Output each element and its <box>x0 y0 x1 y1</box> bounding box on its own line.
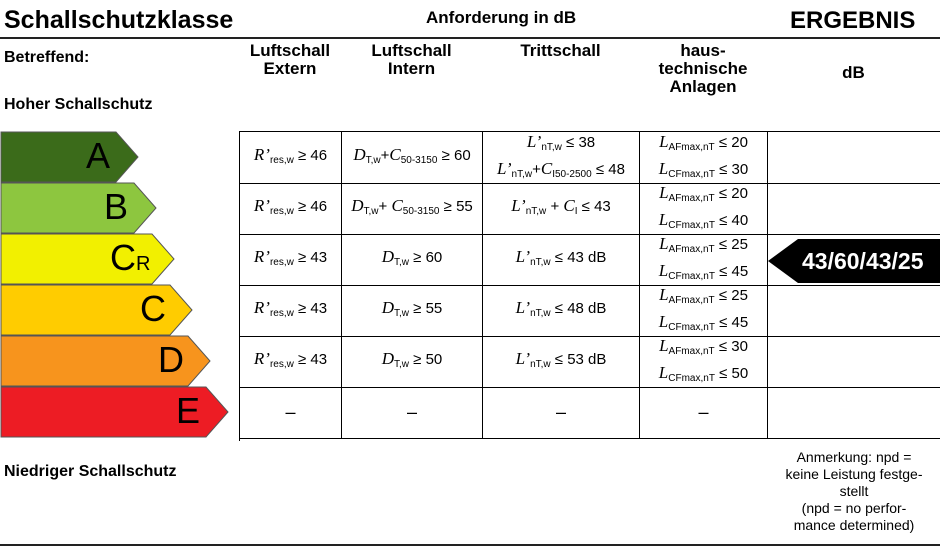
class-letter <box>86 135 110 177</box>
cell-intern <box>342 387 483 438</box>
class-arrow-shape <box>0 182 158 234</box>
formula <box>659 182 748 209</box>
formula-part: ≤ 43 <box>577 198 611 215</box>
formula-part: ≤ 20 <box>714 184 748 202</box>
formula-part: CFmax,nT <box>668 270 715 282</box>
formula-part: D <box>381 298 394 317</box>
formula-part: L <box>658 362 669 382</box>
formula-part: ≤ 40 <box>714 211 749 229</box>
formula-part: T,w <box>394 359 409 370</box>
formula-part: D <box>381 349 394 368</box>
formula <box>659 209 748 236</box>
col-db <box>767 64 940 82</box>
requirements-table <box>239 131 940 441</box>
formula-part: L’ <box>526 131 542 151</box>
formula <box>556 402 566 424</box>
formula-part: L <box>658 311 669 331</box>
formula-part: ≤ 48 <box>591 160 625 178</box>
dash: – <box>555 401 566 422</box>
dash: – <box>285 401 296 422</box>
requirement-heading: Anforderung in dB <box>426 8 577 27</box>
col-haus-line2: technische <box>658 59 748 78</box>
formula <box>659 233 748 260</box>
formula <box>659 158 748 185</box>
formula-part: ≤ 45 <box>714 262 749 280</box>
cell-haus <box>640 285 768 336</box>
cell-haus <box>640 336 768 387</box>
formula <box>659 260 748 287</box>
formula-part: + <box>546 198 564 215</box>
formula-part: AFmax,nT <box>668 141 715 153</box>
formula-part: R’ <box>253 298 270 317</box>
table-row <box>240 183 940 235</box>
class-letter <box>176 390 200 432</box>
formula-part: ≥ 46 <box>293 147 328 164</box>
formula <box>516 297 607 324</box>
formula-part: ≥ 50 <box>409 351 443 368</box>
col-luftschall-extern <box>239 42 341 78</box>
formula-part: D <box>381 247 394 266</box>
note-line: stellt <box>839 483 869 499</box>
footer-divider <box>0 544 940 546</box>
cell-extern <box>240 132 342 183</box>
formula <box>516 348 607 375</box>
class-letter-main: A <box>86 135 111 176</box>
cell-haus <box>640 183 768 234</box>
formula <box>659 131 748 158</box>
cell-extern <box>240 234 342 285</box>
formula <box>254 246 327 273</box>
class-arrow-2 <box>0 233 176 285</box>
formula-part: L <box>659 131 669 151</box>
formula-part: R’ <box>253 349 270 368</box>
formula-part: CFmax,nT <box>668 168 715 180</box>
result-value: 43/60/43/25 <box>802 248 924 274</box>
formula-part: res,w <box>269 206 294 217</box>
formula <box>351 195 473 222</box>
class-letter-main: E <box>176 390 201 431</box>
formula-part: ≤ 25 <box>714 286 748 304</box>
formula <box>382 297 443 324</box>
class-letter-main: C <box>140 288 166 329</box>
betreffend-label: Betreffend: <box>4 49 90 66</box>
formula-part: D <box>351 196 364 215</box>
formula <box>516 246 607 273</box>
cell-intern <box>342 336 483 387</box>
formula-part: ≤ 53 dB <box>550 351 607 368</box>
formula-part: T,w <box>394 257 409 268</box>
table-row <box>240 387 940 439</box>
cell-tritt <box>483 387 640 438</box>
formula-part: L <box>659 233 669 253</box>
class-arrow-3 <box>0 284 194 336</box>
formula-part: ≤ 45 <box>714 313 749 331</box>
note <box>768 449 940 534</box>
cell-db <box>768 387 940 438</box>
class-letter <box>104 186 128 228</box>
class-letter <box>158 339 184 381</box>
class-letter <box>140 288 166 330</box>
formula-part: nT,w <box>525 206 547 217</box>
formula <box>527 131 595 158</box>
formula-part: CFmax,nT <box>668 219 715 231</box>
class-arrow-1 <box>0 182 158 234</box>
col-intern-line2: Intern <box>387 59 436 78</box>
class-arrow-4 <box>0 335 212 387</box>
formula-part: R’ <box>253 247 270 266</box>
col-extern-line2: Extern <box>263 59 317 78</box>
formula-part: T,w <box>365 155 381 166</box>
class-letter-main: C <box>110 237 136 278</box>
result-heading: ERGEBNIS <box>790 7 916 34</box>
formula-part: ≤ 20 <box>714 133 748 151</box>
formula-part: R’ <box>253 145 270 164</box>
formula-part: L’ <box>515 298 531 317</box>
cell-tritt <box>483 285 640 336</box>
formula-part: T,w <box>363 206 379 217</box>
cell-tritt <box>483 234 640 285</box>
formula-part: T,w <box>394 308 409 319</box>
formula-part: ≥ 55 <box>439 198 473 215</box>
formula <box>659 335 748 362</box>
formula-part: C <box>391 196 403 215</box>
formula-part: res,w <box>269 155 294 166</box>
note-line: Anmerkung: npd = <box>796 449 912 465</box>
class-arrow-5 <box>0 386 230 438</box>
formula-part: L <box>658 158 669 178</box>
dash: – <box>406 401 417 422</box>
formula-part: R’ <box>253 196 270 215</box>
formula-part: nT,w <box>530 257 551 268</box>
formula-part: AFmax,nT <box>668 192 715 204</box>
formula-part: D <box>353 145 366 164</box>
dash: – <box>698 401 709 422</box>
formula-part: 50-3150 <box>400 155 438 166</box>
formula-part: L’ <box>515 247 531 266</box>
col-tritt-line1: Trittschall <box>520 41 601 60</box>
cell-db <box>768 336 940 387</box>
formula-part: ≤ 38 <box>561 133 596 151</box>
col-extern-line1: Luftschall <box>249 41 331 60</box>
header-divider <box>0 37 940 39</box>
col-intern-line1: Luftschall <box>371 41 452 60</box>
formula-part: ≥ 46 <box>293 198 328 215</box>
formula-part: L <box>659 335 669 355</box>
formula-part: ≥ 43 <box>293 351 328 368</box>
formula-part: AFmax,nT <box>668 294 715 306</box>
formula-part: I50-2500 <box>552 168 592 180</box>
class-letter <box>110 237 150 279</box>
cell-db <box>768 183 940 234</box>
formula-part: C <box>540 158 553 178</box>
formula-part: ≤ 48 dB <box>550 300 607 317</box>
formula-part: C <box>389 145 401 164</box>
formula-part: L <box>658 260 669 280</box>
formula-part: ≤ 30 <box>714 160 749 178</box>
note-line: (npd = no perfor- <box>801 500 907 516</box>
col-haus-line3: Anlagen <box>669 77 737 96</box>
col-trittschall <box>482 42 639 60</box>
formula-part: ≥ 43 <box>293 300 328 317</box>
class-letter-main: D <box>158 339 184 380</box>
formula-part: ≥ 60 <box>409 249 443 266</box>
result-arrow <box>768 239 940 283</box>
formula-part: ≥ 55 <box>409 300 443 317</box>
formula-part: res,w <box>269 257 294 268</box>
cell-extern <box>240 285 342 336</box>
class-arrow-0 <box>0 131 140 183</box>
cell-intern <box>342 234 483 285</box>
table-row <box>240 285 940 337</box>
cell-intern <box>342 285 483 336</box>
formula <box>497 158 625 185</box>
formula-part: C <box>563 196 575 215</box>
formula-part: L’ <box>515 349 531 368</box>
formula <box>659 284 748 311</box>
cell-db <box>768 132 940 183</box>
col-haus-line1: haus- <box>680 41 726 60</box>
formula-part: AFmax,nT <box>668 243 715 255</box>
table-row <box>240 132 940 184</box>
formula <box>382 246 443 273</box>
formula <box>382 348 443 375</box>
formula-part: 50-3150 <box>402 206 440 217</box>
formula-part: nT,w <box>530 308 551 319</box>
formula-part: I <box>574 206 578 217</box>
cell-extern <box>240 387 342 438</box>
formula <box>254 144 327 171</box>
formula-part: ≤ 30 <box>714 337 748 355</box>
col-haustechnik <box>639 42 767 96</box>
cell-extern <box>240 336 342 387</box>
formula-part: res,w <box>269 359 294 370</box>
formula-part: AFmax,nT <box>668 345 715 357</box>
cell-tritt <box>483 132 640 183</box>
formula-part: res,w <box>269 308 294 319</box>
cell-intern <box>342 132 483 183</box>
cell-intern <box>342 183 483 234</box>
cell-tritt <box>483 183 640 234</box>
formula <box>353 144 470 171</box>
cell-haus <box>640 132 768 183</box>
formula-part: L’ <box>497 158 512 178</box>
formula-part: L <box>658 209 669 229</box>
formula-part: ≥ 43 <box>293 249 328 266</box>
col-luftschall-intern <box>341 42 482 78</box>
note-line: mance determined) <box>793 517 915 533</box>
col-db-line1: dB <box>842 63 865 82</box>
class-letter-sub: R <box>136 253 151 275</box>
formula-part: L <box>659 284 669 304</box>
high-protection-label: Hoher Schallschutz <box>4 96 153 113</box>
formula <box>254 297 327 324</box>
formula-part: L’ <box>511 196 526 215</box>
formula <box>698 402 708 424</box>
class-arrow-shape <box>0 131 140 183</box>
formula-part: nT,w <box>511 168 533 180</box>
formula <box>659 362 748 389</box>
formula <box>407 402 417 424</box>
formula-part: + <box>380 147 390 164</box>
formula-part: + <box>378 198 392 215</box>
formula-part: nT,w <box>530 359 551 370</box>
table-row <box>240 336 940 388</box>
formula-part: + <box>532 160 541 178</box>
formula <box>254 348 327 375</box>
formula-part: L <box>659 182 669 202</box>
formula-part: ≤ 25 <box>714 235 748 253</box>
formula-part: ≥ 60 <box>437 147 471 164</box>
formula-part: ≤ 50 <box>714 364 749 382</box>
formula <box>659 311 748 338</box>
note-line: keine Leistung festge- <box>785 466 923 482</box>
formula-part: nT,w <box>541 141 562 153</box>
formula-part: ≤ 43 dB <box>550 249 607 266</box>
formula-part: CFmax,nT <box>668 321 715 333</box>
low-protection-label: Niedriger Schallschutz <box>4 463 177 480</box>
cell-haus <box>640 387 768 438</box>
cell-extern <box>240 183 342 234</box>
page-title: Schallschutzklasse <box>4 6 234 34</box>
formula <box>254 195 327 222</box>
formula-part: CFmax,nT <box>668 372 715 384</box>
cell-db <box>768 285 940 336</box>
formula <box>511 195 611 222</box>
formula <box>285 402 295 424</box>
class-letter-main: B <box>104 186 129 227</box>
cell-tritt <box>483 336 640 387</box>
cell-haus <box>640 234 768 285</box>
